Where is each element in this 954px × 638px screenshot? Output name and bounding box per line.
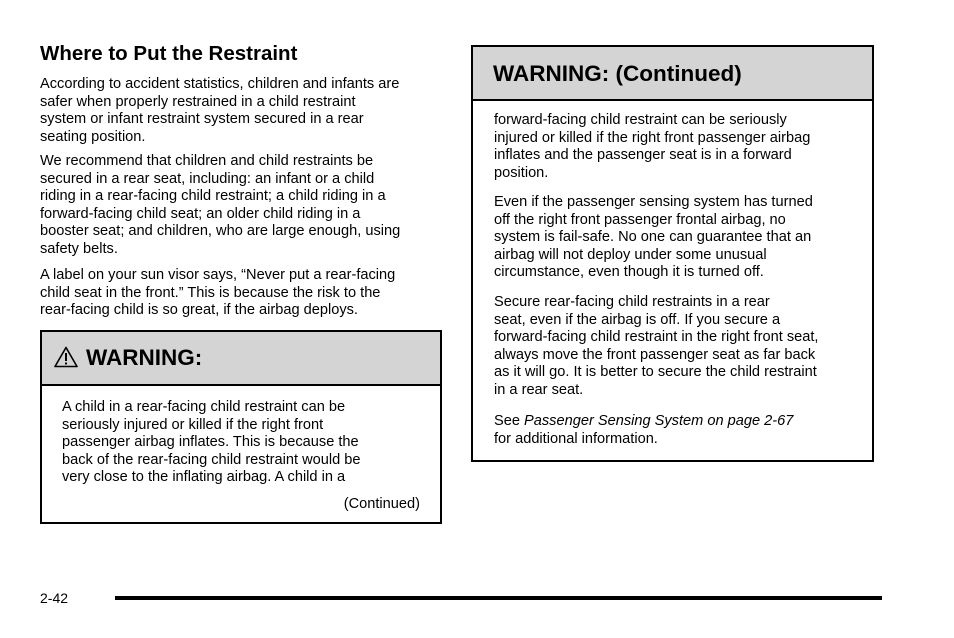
text-line: back of the rear-facing child restraint would be <box>62 451 361 468</box>
cross-reference <box>494 413 793 448</box>
footer-rule <box>115 596 882 600</box>
see-prefix: See <box>494 413 525 429</box>
warning-box <box>40 330 442 524</box>
text-line: inflates and the passenger seat is in a forward <box>494 147 792 164</box>
text-line: According to accident statistics, children and infants are <box>40 76 400 92</box>
text-line: safety belts. <box>40 240 118 257</box>
text-line: forward-facing child restraint can be seriously <box>494 112 787 128</box>
text-line: as it will go. It is better to secure the child restraint <box>494 364 817 381</box>
warning-continued-paragraph <box>494 294 818 400</box>
text-line: We recommend that children and child restraints be <box>40 153 374 169</box>
text-line: Even if the passenger sensing system has turned <box>494 194 813 210</box>
text-line: A child in a rear-facing child restraint can be <box>62 399 346 415</box>
paragraph-statistics <box>40 76 399 146</box>
text-line: passenger airbag inflates. This is because the <box>62 434 359 451</box>
warning-body <box>62 399 361 487</box>
text-line: A label on your sun visor says, “Never put a rear-facing <box>40 267 396 283</box>
text-line: secured in a rear seat, including: an infant or a child <box>40 170 375 187</box>
text-line: seat, even if the airbag is off. If you secure a <box>494 311 781 328</box>
text-line: safer when properly restrained in a child restraint <box>40 93 356 110</box>
text-line: system is fail-safe. No one can guarantee that an <box>494 229 812 246</box>
text-line: seating position. <box>40 128 146 145</box>
text-line: always move the front passenger seat as far back <box>494 346 816 363</box>
page-number: 2-42 <box>40 590 69 606</box>
warning-box-header <box>42 332 440 386</box>
text-line: for additional information. <box>494 430 658 447</box>
text-line: system or infant restraint system secured in a rear <box>40 111 364 128</box>
warning-triangle-icon <box>54 346 78 368</box>
section-heading: Where to Put the Restraint <box>40 42 298 65</box>
paragraph-sun-visor-label <box>40 267 395 320</box>
text-line: rear-facing child is so great, if the airbag deploys. <box>40 302 358 319</box>
text-line: circumstance, even though it is turned off. <box>494 264 764 281</box>
text-line: seriously injured or killed if the right front <box>62 416 324 433</box>
text-line: injured or killed if the right front passenger airbag <box>494 129 811 146</box>
text-line: booster seat; and children, who are large enough, using <box>40 223 401 240</box>
text-line: forward-facing child restraint in the right front seat, <box>494 329 819 346</box>
warning-continued-title: WARNING: (Continued) <box>493 61 742 86</box>
text-line: in a rear seat. <box>494 381 584 398</box>
text-line: child seat in the front.” This is because the risk to the <box>40 284 381 301</box>
continued-note: (Continued) <box>343 496 420 512</box>
text-line: forward-facing child seat; an older child riding in a <box>40 205 361 222</box>
cross-reference-link[interactable]: Passenger Sensing System on page 2-67 <box>524 413 794 429</box>
text-line <box>494 413 793 431</box>
warning-continued-paragraph <box>494 112 810 182</box>
paragraph-recommendation <box>40 153 400 259</box>
warning-title: WARNING: <box>86 345 203 370</box>
text-line: very close to the inflating airbag. A child in a <box>62 469 346 486</box>
warning-continued-header <box>473 47 872 101</box>
text-line: off the right front passenger frontal airbag, no <box>494 211 786 228</box>
text-line: Secure rear-facing child restraints in a rear <box>494 294 770 310</box>
warning-continued-box <box>471 45 874 462</box>
warning-continued-paragraph <box>494 194 813 282</box>
text-line: riding in a rear-facing child restraint; a child riding in a <box>40 188 386 205</box>
text-line: airbag will not deploy under some unusual <box>494 246 767 263</box>
text-line: position. <box>494 164 549 181</box>
